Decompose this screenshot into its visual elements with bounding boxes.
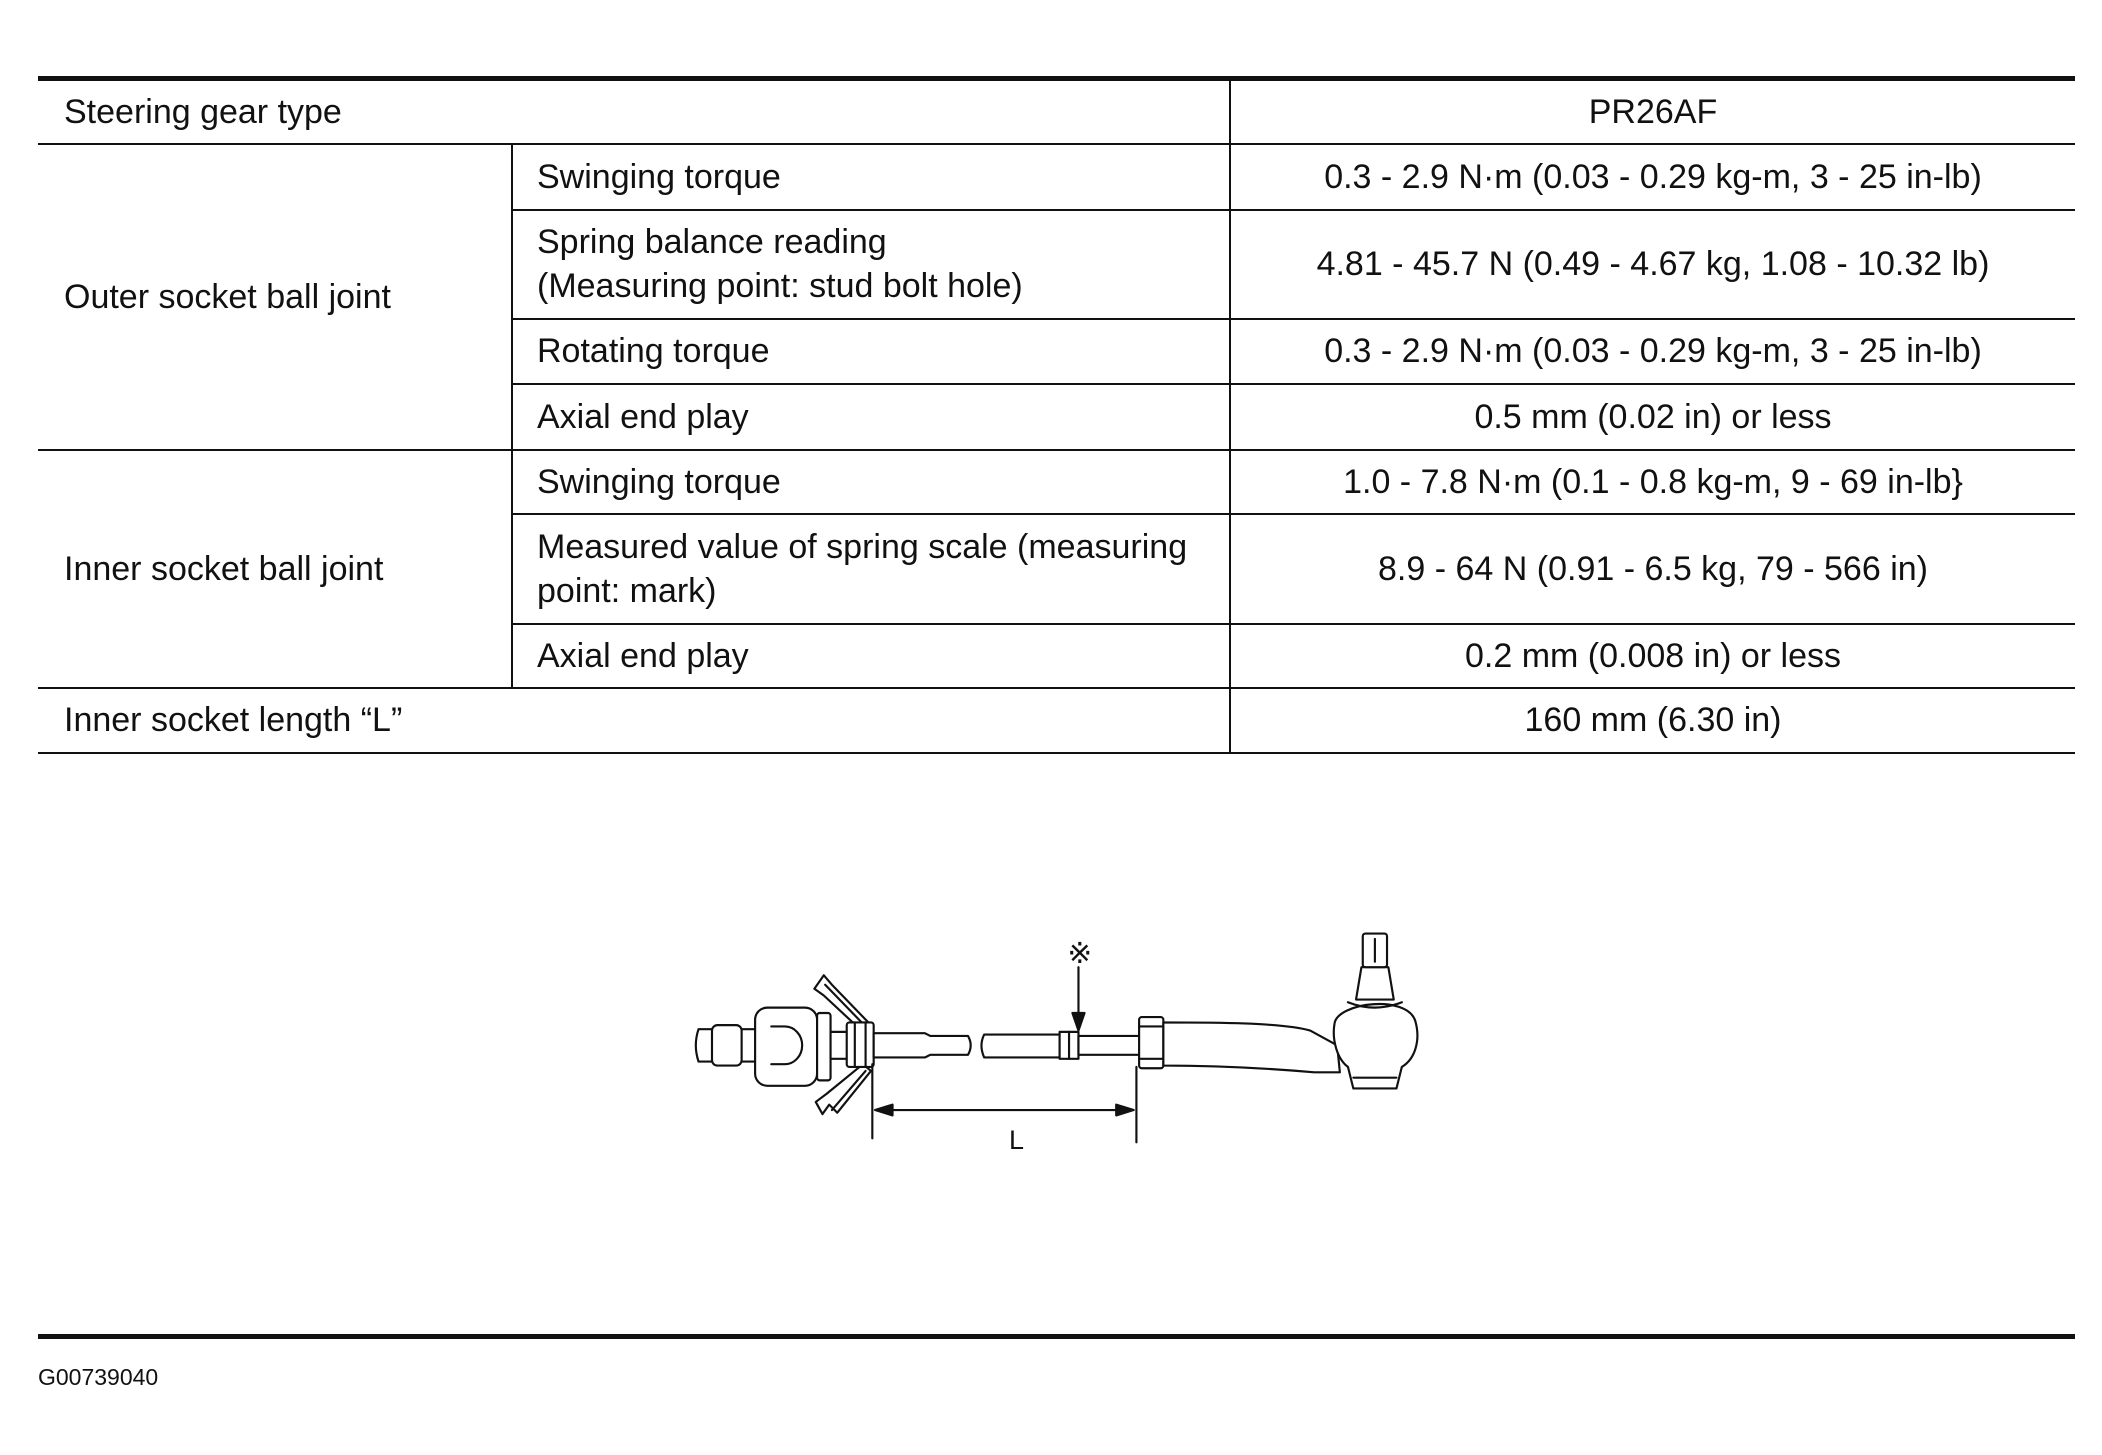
ball-stud-housing	[1334, 1004, 1418, 1088]
spec-value: 0.5 mm (0.02 in) or less	[1474, 397, 1832, 436]
inner-socket-length-label-cell	[38, 688, 1230, 753]
gear-type-label: Steering gear type	[64, 92, 342, 131]
inner-socket-group-cell	[38, 450, 512, 688]
figure-id: G00739040	[38, 1364, 159, 1390]
steering-gear-spec-table	[38, 76, 2075, 754]
spec-item-label: Measured value of spring scale (measuring	[537, 527, 1188, 566]
spec-item-label: Axial end play	[537, 636, 749, 675]
inner-socket-length-value-cell	[1230, 688, 2075, 753]
inner-socket-length-label: Inner socket length “L”	[64, 701, 403, 739]
outer-socket-body	[1163, 1022, 1340, 1072]
spec-item-cell	[512, 210, 1230, 319]
mark-arrowhead	[1072, 1013, 1084, 1031]
spec-value-cell	[1230, 319, 2075, 384]
spec-value-cell	[1230, 450, 2075, 514]
inner-rod-section	[874, 1033, 971, 1057]
lock-nut	[1139, 1017, 1163, 1068]
inner-socket-length-value: 160 mm (6.30 in)	[1524, 701, 1782, 739]
dimension-arrowhead-left	[875, 1105, 893, 1116]
dimension-label: L	[1009, 1125, 1024, 1156]
outer-socket-group-cell	[38, 144, 512, 450]
spec-value: 0.3 - 2.9 N·m (0.03 - 0.29 kg-m, 3 - 25 in-lb)	[1324, 332, 1982, 370]
spec-value: 1.0 - 7.8 N·m (0.1 - 0.8 kg-m, 9 - 69 in-lb}	[1343, 462, 1963, 501]
bottom-rule	[38, 1334, 2075, 1339]
gear-type-value-cell	[1230, 79, 2075, 144]
table-row	[38, 688, 2075, 753]
spec-value: 8.9 - 64 N (0.91 - 6.5 kg, 79 - 566 in)	[1378, 549, 1928, 588]
spec-value: 4.81 - 45.7 N (0.49 - 4.67 kg, 1.08 - 10.32 lb)	[1316, 245, 1990, 283]
spec-value-cell	[1230, 144, 2075, 210]
outer-socket-group-label: Outer socket ball joint	[64, 277, 391, 316]
table-row	[38, 144, 2075, 210]
rack-collar	[712, 1025, 742, 1065]
spec-value: 0.2 mm (0.008 in) or less	[1464, 636, 1842, 675]
spec-item-label: Spring balance reading	[537, 223, 887, 261]
inner-socket-flange	[817, 1013, 830, 1080]
spec-value-cell	[1230, 384, 2075, 450]
table-row	[38, 450, 2075, 514]
mark-symbol: ※	[1067, 935, 1093, 971]
spec-item-label-line2: (Measuring point: stud bolt hole)	[537, 267, 1023, 305]
spec-item-cell	[512, 144, 1230, 210]
spec-item-label: Axial end play	[537, 397, 749, 436]
inner-socket-nut	[847, 1022, 874, 1066]
spec-item-label: Swinging torque	[537, 157, 781, 196]
spec-item-label-line2: point: mark)	[537, 571, 717, 610]
table-row	[38, 79, 2075, 144]
spec-value-cell	[1230, 514, 2075, 624]
tie-rod-diagram	[674, 916, 1456, 1172]
spec-item-label: Swinging torque	[537, 462, 781, 501]
tie-rod-section	[981, 1035, 1059, 1058]
inner-socket-housing	[755, 1008, 817, 1086]
gear-type-label-cell	[38, 79, 1230, 144]
spec-item-label: Rotating torque	[537, 332, 770, 370]
spec-item-cell	[512, 514, 1230, 624]
spec-item-cell	[512, 624, 1230, 688]
inner-socket-group-label: Inner socket ball joint	[64, 549, 384, 588]
spec-item-cell	[512, 319, 1230, 384]
spec-value-cell	[1230, 624, 2075, 688]
dimension-arrowhead-right	[1116, 1105, 1134, 1116]
gear-type-value: PR26AF	[1588, 92, 1718, 131]
spec-value: 0.3 - 2.9 N·m (0.03 - 0.29 kg-m, 3 - 25 in-lb)	[1324, 157, 1982, 196]
tie-rod-thread	[1078, 1036, 1140, 1055]
spec-item-cell	[512, 450, 1230, 514]
spec-item-cell	[512, 384, 1230, 450]
spec-value-cell	[1230, 210, 2075, 319]
ball-stud-taper	[1356, 967, 1394, 999]
